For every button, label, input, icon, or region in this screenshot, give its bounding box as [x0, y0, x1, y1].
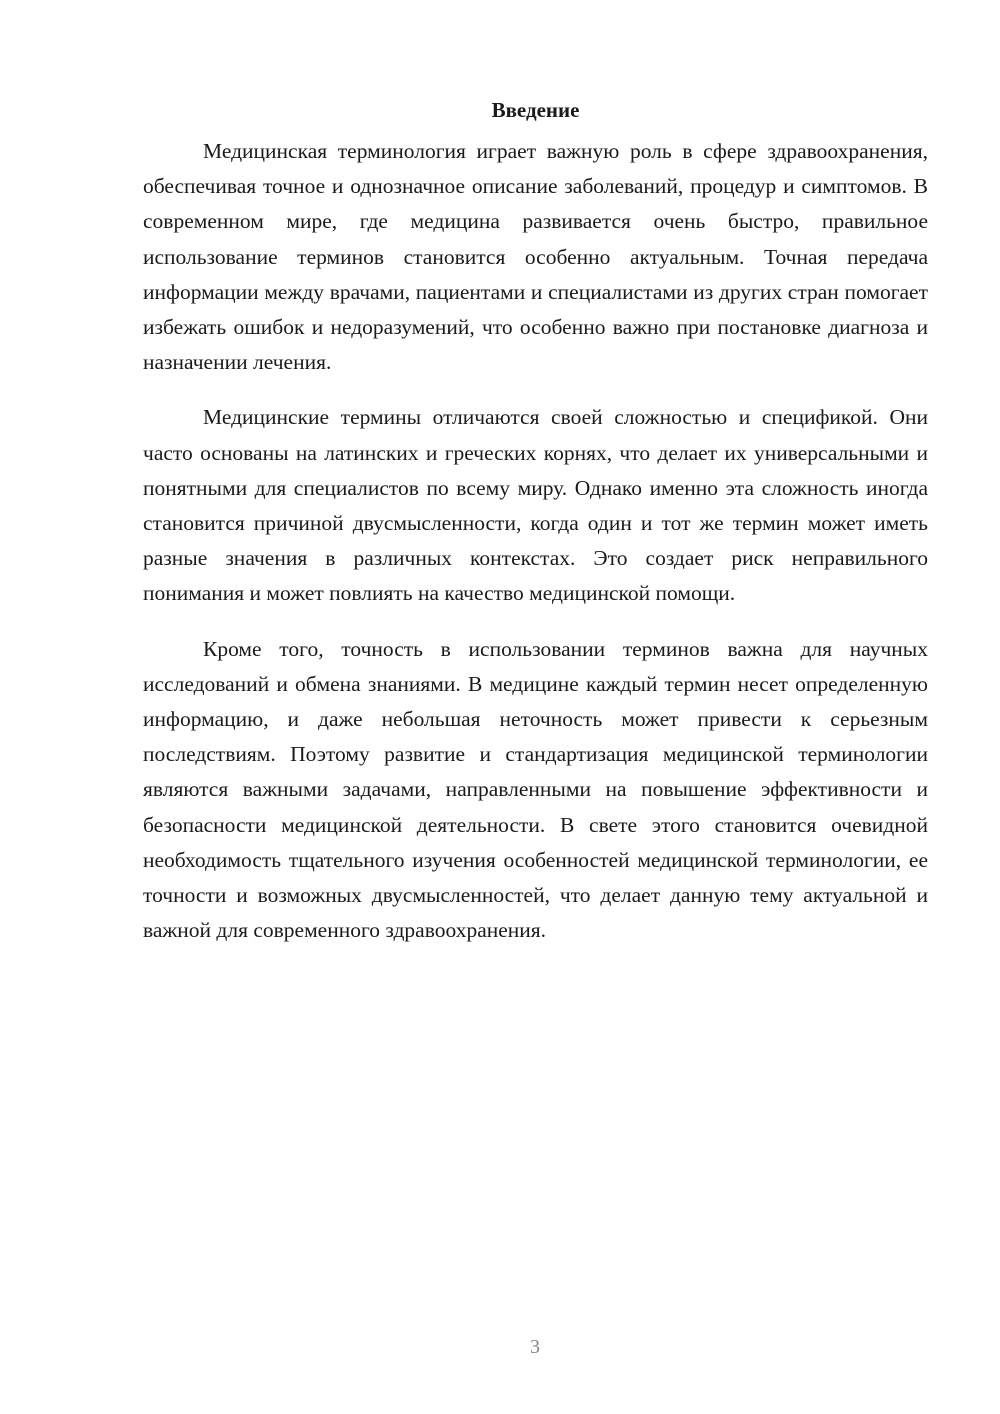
paragraph-3: Кроме того, точность в использовании терминов важна для научных исследований и обмена знаниями. В медицине каждый термин несет определенную информацию, и даже небольшая неточность может привести к серьезным последствиям. Поэтому развитие и стандартизация медицинской терминологии являются важными задачами, направленными на повышение эффективности и безопасности медицинской деятельности. В свете этого становится очевидной необходимость тщательного изучения особенностей медицинской терминологии, ее точности и возможных двусмысленностей, что делает данную тему актуальной и важной для современного здравоохранения.	[143, 636, 928, 943]
page-number: 3	[530, 1336, 540, 1358]
paragraph-1: Медицинская терминология играет важную роль в сфере здравоохранения, обеспечивая точное и однозначное описание заболеваний, процедур и симптомов. В современном мире, где медицина развивается очень быстро, правильное использование терминов становится особенно актуальным. Точная передача информации между врачами, пациентами и специалистами из других стран помогает избежать ошибок и недоразумений, что особенно важно при постановке диагноза и назначении лечения.	[143, 139, 928, 375]
page-content	[143, 92, 928, 968]
section-title: Введение	[491, 98, 580, 122]
paragraph-2: Медицинские термины отличаются своей сложностью и спецификой. Они часто основаны на латинских и греческих корнях, что делает их универсальными и понятными для специалистов по всему миру. Однако именно эта сложность иногда становится причиной двусмысленности, когда один и тот же термин может иметь разные значения в различных контекстах. Это создает риск неправильного понимания и может повлиять на качество медицинской помощи.	[143, 405, 928, 606]
